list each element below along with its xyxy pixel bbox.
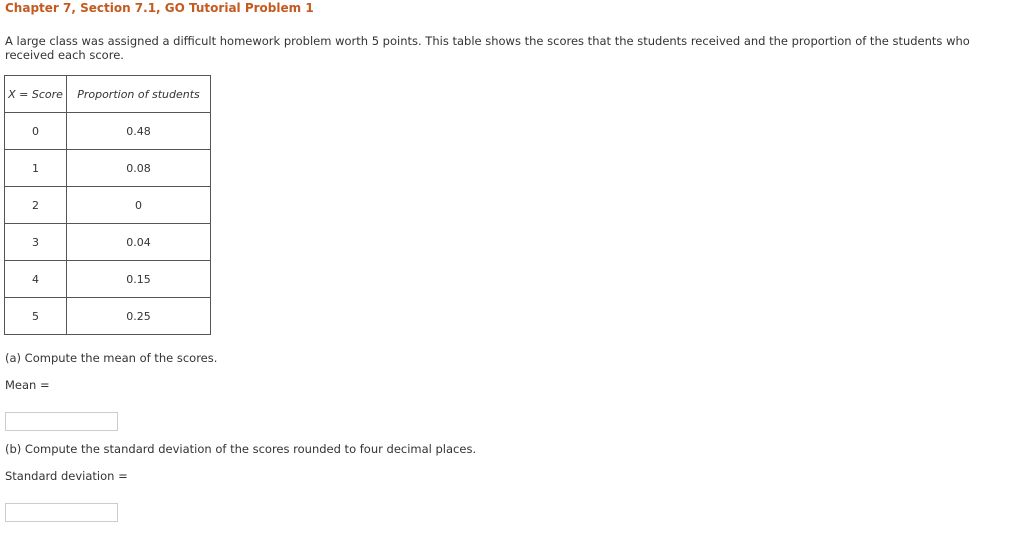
- std-dev-label: Standard deviation =: [5, 469, 128, 483]
- header-score: X = Score: [5, 76, 67, 113]
- table-row: [5, 298, 211, 335]
- mean-input[interactable]: [5, 412, 118, 431]
- proportion-cell: 0.15: [67, 261, 211, 298]
- proportion-cell: 0: [67, 187, 211, 224]
- part-b-question: (b) Compute the standard deviation of the scores rounded to four decimal places.: [5, 442, 477, 456]
- proportion-cell: 0.25: [67, 298, 211, 335]
- score-table: [4, 75, 211, 335]
- table-row: [5, 261, 211, 298]
- score-cell: 2: [5, 187, 67, 224]
- mean-label: Mean =: [5, 378, 50, 392]
- problem-intro: A large class was assigned a difficult homework problem worth 5 points. This table shows the scores that the students received and the proportion of the students who received each score.: [5, 34, 970, 62]
- score-cell: 5: [5, 298, 67, 335]
- score-cell: 0: [5, 113, 67, 150]
- table-row: [5, 113, 211, 150]
- table-row: [5, 187, 211, 224]
- score-cell: 4: [5, 261, 67, 298]
- proportion-cell: 0.04: [67, 224, 211, 261]
- part-a-question: (a) Compute the mean of the scores.: [5, 351, 218, 365]
- proportion-cell: 0.48: [67, 113, 211, 150]
- score-cell: 3: [5, 224, 67, 261]
- proportion-cell: 0.08: [67, 150, 211, 187]
- header-proportion: Proportion of students: [67, 76, 211, 113]
- score-cell: 1: [5, 150, 67, 187]
- table-row: [5, 150, 211, 187]
- table-header-row: [5, 76, 211, 113]
- problem-title: Chapter 7, Section 7.1, GO Tutorial Problem 1: [5, 1, 314, 15]
- std-dev-input[interactable]: [5, 503, 118, 522]
- table-row: [5, 224, 211, 261]
